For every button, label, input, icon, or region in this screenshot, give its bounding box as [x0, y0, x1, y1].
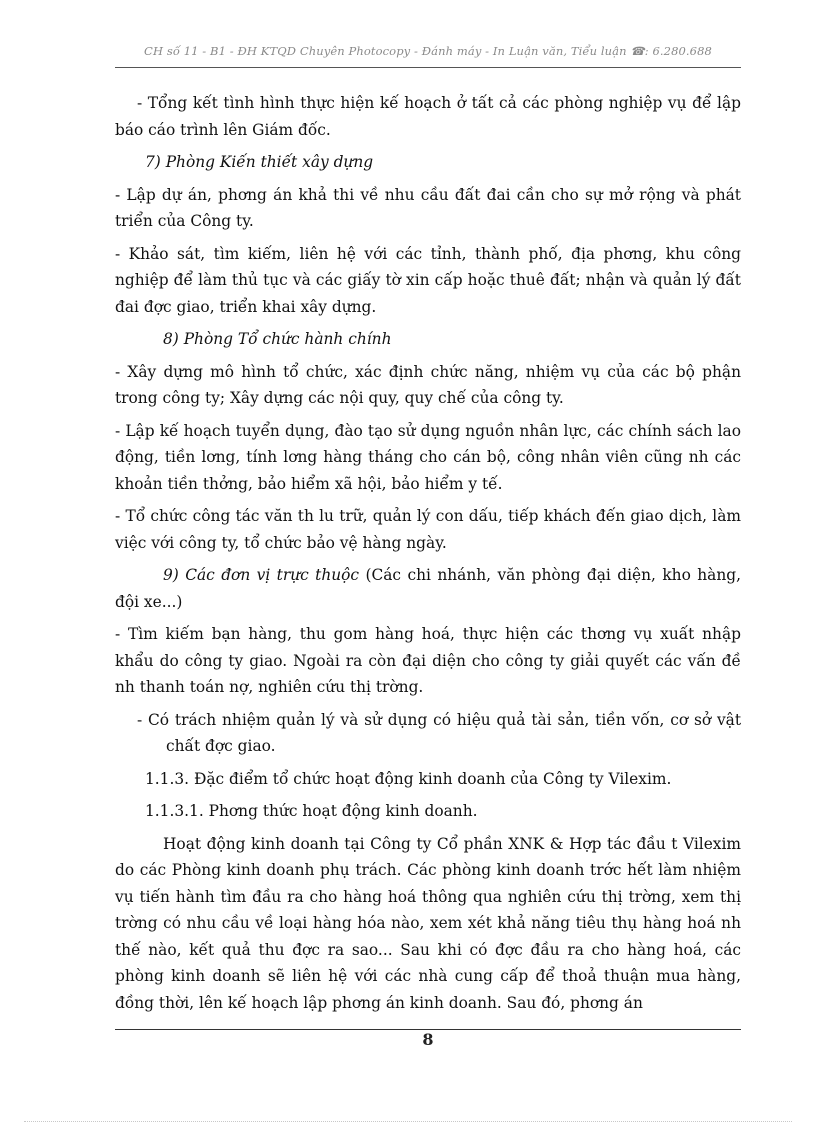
paragraph-office-work: - Tổ chức công tác văn th lu trữ, quản lý con dấu, tiếp khách đến giao dịch, làm việc với công ty, tổ chức bảo vệ hàng ngày. [115, 507, 741, 552]
subsidiaries-heading-italic: 9) Các đơn vị trực thuộc [163, 566, 360, 584]
section-heading-admin-dept: 8) Phòng Tổ chức hành chính [163, 330, 392, 348]
paragraph-land-survey: - Khảo sát, tìm kiếm, liên hệ với các tỉnh, thành phố, địa phơng, khu công nghiệp để làm thủ tục và các giấy tờ xin cấp hoặc thuê đất; nhận và quản lý đất đai đợc giao, triển khai xây dựng. [115, 244, 741, 316]
paragraph-asset-management: - Có trách nhiệm quản lý và sử dụng có hiệu quả tài sản, tiền vốn, cơ sở vật chất đợc giao. [137, 710, 741, 755]
section-heading-1-1-3-1: 1.1.3.1. Phơng thức hoạt động kinh doanh. [145, 802, 478, 820]
paragraph-report-summary: - Tổng kết tình hình thực hiện kế hoạch ở tất cả các phòng nghiệp vụ để lập báo cáo trình lên Giám đốc. [115, 94, 741, 139]
page-body [115, 90, 741, 1022]
paragraph-business-operations: Hoạt động kinh doanh tại Công ty Cổ phần XNK & Hợp tác đầu t Vilexim do các Phòng kinh doanh phụ trách. Các phòng kinh doanh trớc hết làm nhiệm vụ tiến hành tìm đầu ra cho hàng hoá thông qua nghiên cứu thị trờng, xem thị trờng có nhu cầu về loại hàng hóa nào, xem xét khả năng tiêu thụ hàng hoá nh thế nào, kết quả thu đợc ra sao... Sau khi có đợc đầu ra cho hàng hoá, các phòng kinh doanh sẽ liên hệ với các nhà cung cấp để thoả thuận mua hàng, đồng thời, lên kế hoạch lập phơng án kinh doanh. Sau đó, phơng án [115, 834, 741, 1012]
paragraph-customer-search: - Tìm kiếm bạn hàng, thu gom hàng hoá, thực hiện các thơng vụ xuất nhập khẩu do công ty giao. Ngoài ra còn đại diện cho công ty giải quyết các vấn đề nh thanh toán nợ, nghiên cứu thị trờng. [115, 625, 741, 696]
page-number: 8 [422, 1030, 434, 1049]
paragraph-recruitment: - Lập kế hoạch tuyển dụng, đào tạo sử dụng nguồn nhân lực, các chính sách lao động, tiền lơng, tính lơng hàng tháng cho cán bộ, công nhân viên cũng nh các khoản tiền thởng, bảo hiểm xã hội, bảo hiểm y tế. [115, 421, 741, 493]
header-divider [115, 67, 741, 68]
subsidiaries-heading-rest: (Các chi nhánh, văn phòng đại diện, kho hàng, đội xe...) [115, 566, 741, 611]
section-heading-1-1-3: 1.1.3. Đặc điểm tổ chức hoạt động kinh doanh của Công ty Vilexim. [145, 769, 672, 788]
page-bottom-border [24, 1121, 792, 1122]
page-header: CH số 11 - B1 - ĐH KTQD Chuyên Photocopy - Đánh máy - In Luận văn, Tiểu luận ☎: 6.280.688 [144, 44, 712, 58]
section-heading-construction-dept: 7) Phòng Kiến thiết xây dựng [145, 153, 374, 171]
paragraph-org-model: - Xây dựng mô hình tổ chức, xác định chức năng, nhiệm vụ của các bộ phận trong công ty; Xây dựng các nội quy, quy chế của công ty. [115, 362, 741, 407]
paragraph-project-planning: - Lập dự án, phơng án khả thi về nhu cầu đất đai cần cho sự mở rộng và phát triển của Công ty. [115, 185, 741, 230]
section-heading-subsidiaries [115, 562, 741, 615]
